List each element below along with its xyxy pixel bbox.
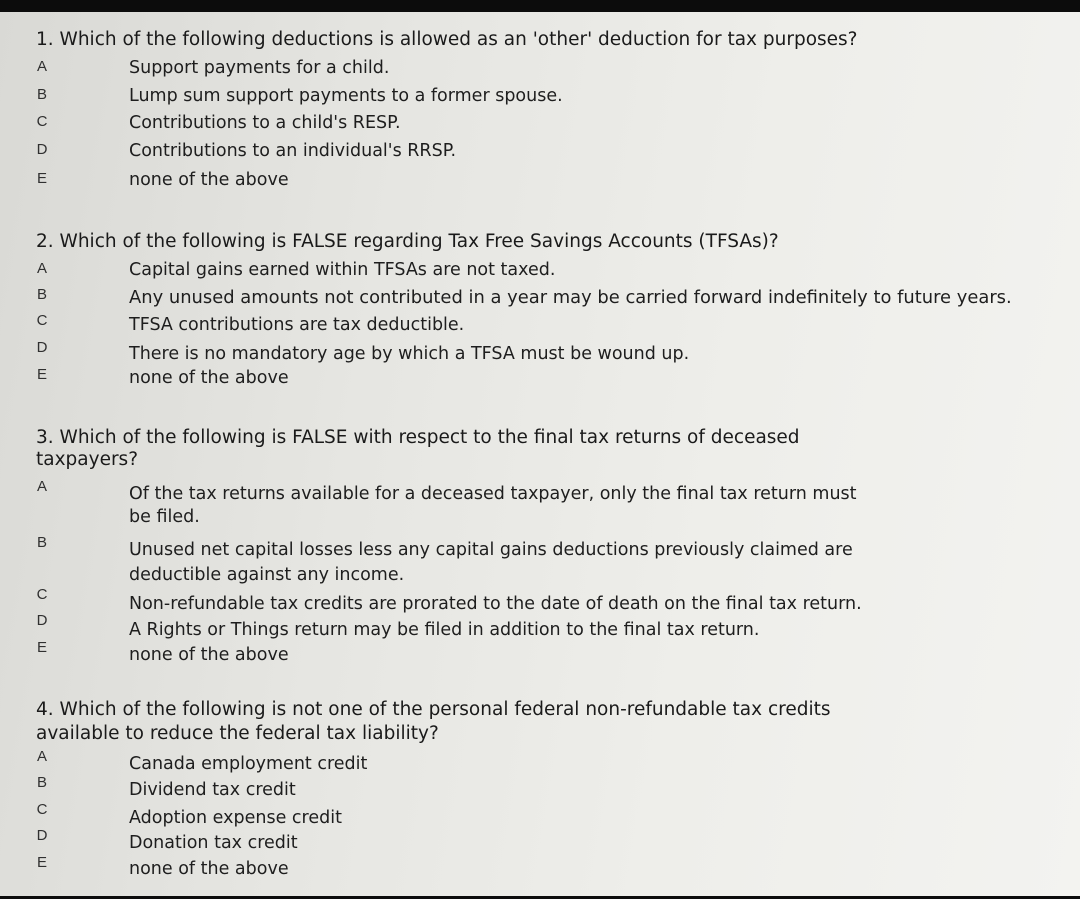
option-letter: B [36,86,47,103]
option-letter: D [36,612,48,629]
option-text: Lump sum support payments to a former spouse. [129,86,563,106]
option-letter: D [36,827,48,844]
option-text: Contributions to a child's RESP. [129,113,401,133]
option-letter: E [36,854,47,871]
option-text: Capital gains earned within TFSAs are not taxed. [129,260,556,280]
option-text: Contributions to an individual's RRSP. [129,141,457,161]
option-text-line-1: Unused net capital losses less any capital gains deductions previously claimed are [129,540,853,560]
option-text: A Rights or Things return may be filed in addition to the final tax return. [129,620,760,640]
option-letter: B [36,286,47,303]
question-4-text-line-2: available to reduce the federal tax liability? [36,723,439,744]
option-text: Donation tax credit [129,833,298,853]
option-text: Adoption expense credit [129,808,342,828]
question-3-text-line-1: 3. Which of the following is FALSE with respect to the final tax returns of deceased [36,427,800,448]
option-text: There is no mandatory age by which a TFSA must be wound up. [129,344,690,364]
option-text: TFSA contributions are tax deductible. [129,315,465,335]
option-text: Support payments for a child. [129,58,390,78]
option-text: none of the above [129,859,289,879]
question-1-text: 1. Which of the following deductions is allowed as an 'other' deduction for tax purposes? [36,29,858,50]
option-text-line-1: Of the tax returns available for a deceased taxpayer, only the final tax return must [129,484,857,504]
option-text: Dividend tax credit [129,780,296,800]
question-2-text: 2. Which of the following is FALSE regarding Tax Free Savings Accounts (TFSAs)? [36,231,779,252]
option-letter: C [36,586,48,603]
option-text: none of the above [129,170,289,190]
option-text: Canada employment credit [129,754,368,774]
option-letter: C [36,113,48,130]
option-letter: B [36,774,47,791]
option-letter: A [36,260,47,277]
option-letter: B [36,534,47,551]
option-letter: A [36,748,47,765]
option-text-line-2: be filed. [129,507,200,527]
question-4-text-line-1: 4. Which of the following is not one of the personal federal non-refundable tax credits [36,699,831,720]
option-letter: D [36,141,48,158]
quiz-sheet [0,12,1080,896]
option-letter: A [36,478,47,495]
option-text: Any unused amounts not contributed in a year may be carried forward indefinitely to future years. [129,287,1012,308]
option-text: none of the above [129,368,289,388]
option-letter: D [36,339,48,356]
option-letter: E [36,639,47,656]
option-letter: E [36,366,47,383]
option-letter: C [36,801,48,818]
question-3-text-line-2: taxpayers? [36,449,139,470]
option-letter: E [36,170,47,187]
option-letter: A [36,58,47,75]
option-text: Non-refundable tax credits are prorated to the date of death on the final tax return. [129,594,862,614]
option-text: none of the above [129,645,289,665]
option-letter: C [36,312,48,329]
option-text-line-2: deductible against any income. [129,565,405,585]
